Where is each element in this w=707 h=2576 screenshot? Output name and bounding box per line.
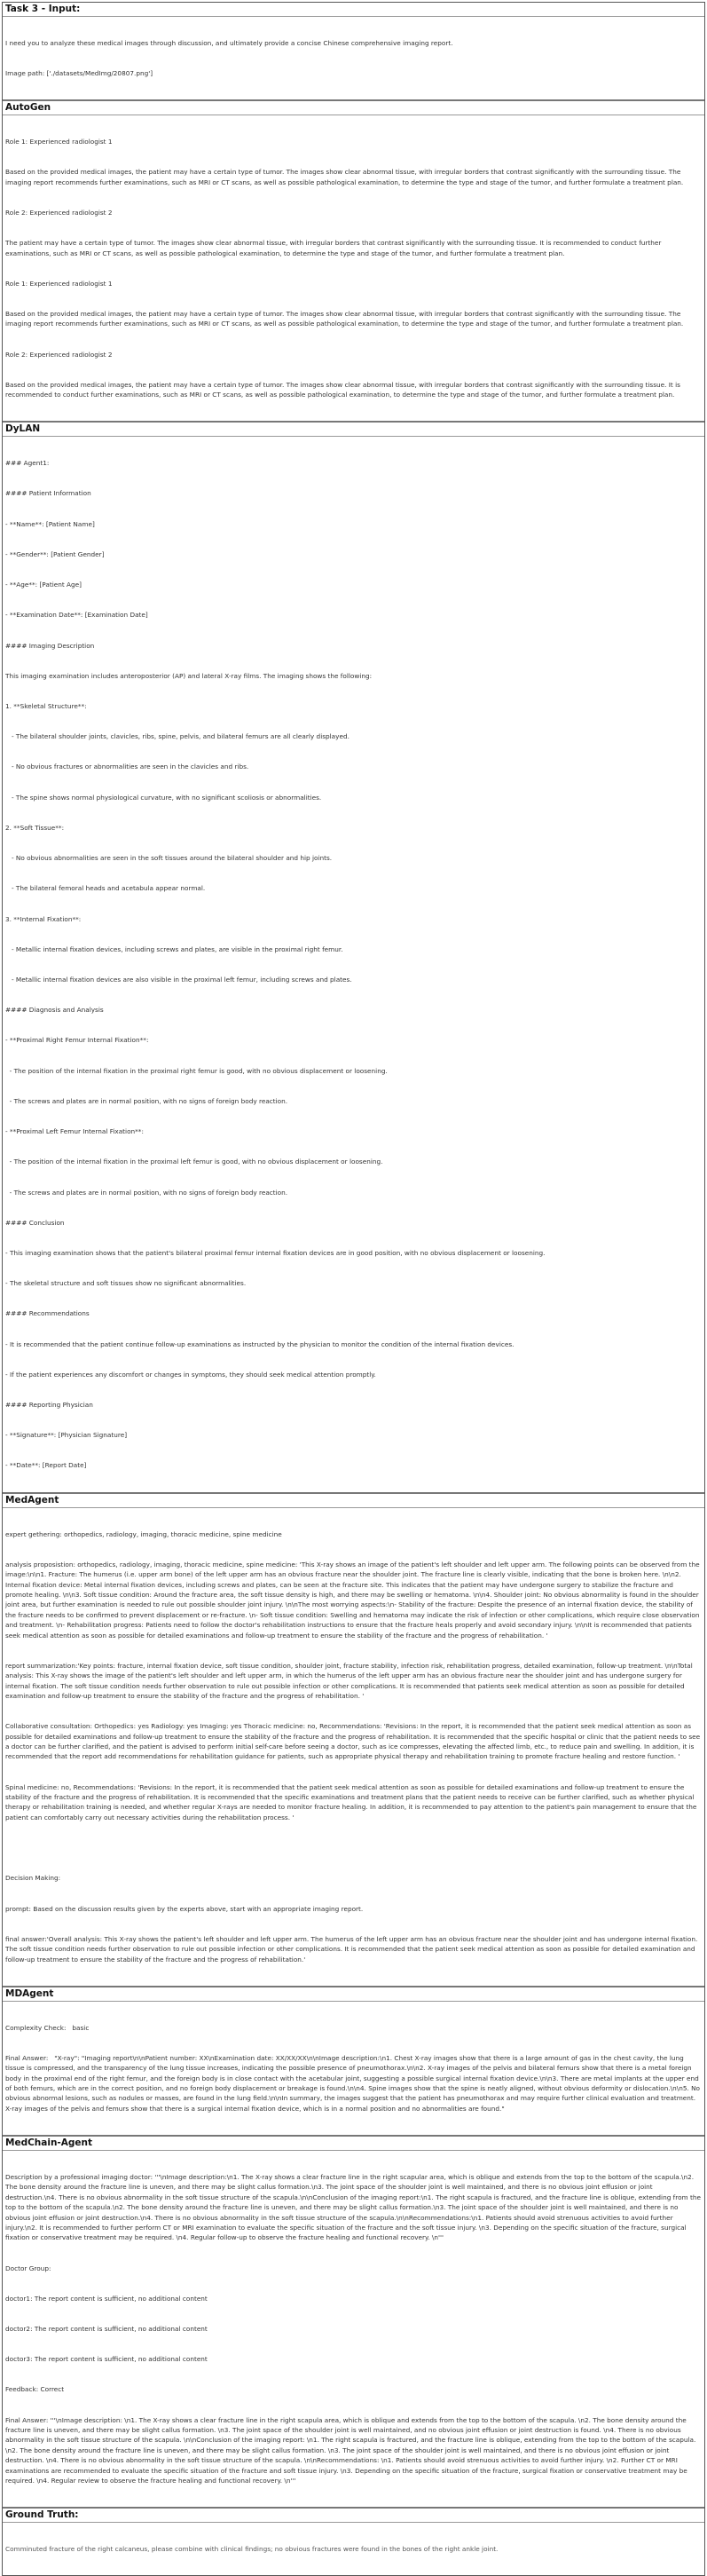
medagent-line: Spinal medicine: no, Recommendations: 'Revisions: In the report, it is recommended that the patient seek medical attention as soon as possible for detailed examinations and follow-up treatment to ensure the stability of the fracture and the progress of rehabilitation. It is recommended that the specific examinations and treatment plans that the patient needs to receive can be further clarified, such as whether physical therapy or rehabilitation training is needed, and whether regular X-rays are needed to monitor fracture healing. In addition, it is recommended to pay attention to the patient's pain management to ensure that the patient can comfortably carry out necessary activities during the rehabilitation process. ' bbox=[5, 1782, 699, 1821]
dylan-line: - No obvious fractures or abnormalities are seen in the clavicles and ribs. bbox=[5, 763, 249, 771]
task-title: Task 3 - Input: bbox=[3, 3, 704, 17]
dylan-line: - **Date**: [Report Date] bbox=[5, 1461, 87, 1470]
dylan-line: #### Recommendations bbox=[5, 1309, 90, 1318]
medchain-line: Doctor Group: bbox=[5, 2264, 51, 2272]
dylan-line: - The screws and plates are in normal position, with no signs of foreign body reaction. bbox=[5, 1188, 288, 1197]
autogen-line: Based on the provided medical images, the patient may have a certain type of tumor. The images show clear abnormal tissue, with irregular borders that contrast significantly with the surrounding tissue. The imaging report recommends further examinations, such as MRI or CT scans, as well as possible pathological examination, to determine the type and stage of the tumor, and further formulate a treatment plan. bbox=[5, 309, 684, 328]
autogen-line: Based on the provided medical images, the patient may have a certain type of tumor. The images show clear abnormal tissue, with irregular borders that contrast significantly with the surrounding tissue. It is recommended to conduct further examinations, such as MRI or CT scans, as well as possible pathological examination, to determine the type and stage of the tumor, and further formulate a treatment plan. bbox=[5, 380, 683, 399]
dylan-line: - The bilateral shoulder joints, clavicles, ribs, spine, pelvis, and bilateral femurs are all clearly displayed. bbox=[5, 732, 350, 741]
dylan-line: - The screws and plates are in normal position, with no signs of foreign body reaction. bbox=[5, 1096, 288, 1105]
medagent-title: MedAgent bbox=[3, 1494, 704, 1508]
task-line: Image path: ['./datasets/MedImg/20807.png'] bbox=[5, 69, 153, 78]
medchain-line: Final Answer: '''\nImage description: \n1. The X-ray shows a clear fracture line in the right scapula area, which is oblique and extends from the top to the bottom of the scapula. \n2. The bone density around the fracture line is uneven, and there may be slight callus formation. \n3. The joint space of the shoulder joint is well maintained, and no obvious joint effusion or joint destruction is found. \n4. There is no obvious abnormality in the soft tissue structure of the scapula. \n\nConclusion of the imaging report: \n1. The right scapula is fractured, and the fracture line is oblique, extending from the top to the bottom of the scapula. \n2. The bone density around the fracture line is uneven, and there may be slight callus formation. \n3. The joint space of the shoulder joint is well maintained, and there is no obvious joint effusion or joint destruction. \n4. There is no obvious abnormality in the soft tissue structure of the scapula. \n\nRecommendations: \n1. Patients should avoid strenuous activities to avoid further injury. \n2. Further CT or MRI examinations are recommended to evaluate the specific situation of the fracture and soft tissue injury. \n3. Depending on the specific situation of the fracture, surgical fixation or conservative treatment may be required. \n4. Regular review to observe the fracture healing and functional recovery. \n''' bbox=[5, 2415, 698, 2485]
dylan-line: 1. **Skeletal Structure**: bbox=[5, 702, 87, 710]
dylan-line: 3. **Internal Fixation**: bbox=[5, 914, 82, 923]
medagent-line: final answer:'Overall analysis: This X-ray shows the patient's left shoulder and left upper arm. The humerus of the left upper arm has an obvious fracture near the shoulder joint and has undergone internal fixation. The soft tissue condition needs further observation to rule out possible infection or other complications. It is recommended that the patient seek medical attention as soon as possible for detailed examination and follow-up treatment to ensure the stability of the fracture and the progress of rehabilitation.' bbox=[5, 1934, 700, 1964]
dylan-line: - If the patient experiences any discomfort or changes in symptoms, they should seek medical attention promptly. bbox=[5, 1370, 376, 1379]
dylan-line: - **Examination Date**: [Examination Date] bbox=[5, 611, 148, 620]
medagent-line: expert gethering: orthopedics, radiology, imaging, thoracic medicine, spine medicine bbox=[5, 1529, 282, 1538]
autogen-line: Role 1: Experienced radiologist 1 bbox=[5, 138, 113, 146]
dylan-line: #### Imaging Description bbox=[5, 641, 95, 650]
autogen-line: Role 2: Experienced radiologist 2 bbox=[5, 208, 113, 217]
medchain-line: Feedback: Correct bbox=[5, 2385, 65, 2394]
dylan-line: #### Conclusion bbox=[5, 1218, 65, 1227]
dylan-line: #### Reporting Physician bbox=[5, 1401, 93, 1410]
mdagent-line: Complexity Check: basic bbox=[5, 2023, 90, 2032]
autogen-title: AutoGen bbox=[3, 101, 704, 115]
medchain-line: doctor1: The report content is sufficient, no additional content bbox=[5, 2294, 208, 2303]
medchain-line: doctor2: The report content is sufficient, no additional content bbox=[5, 2324, 208, 2333]
dylan-line: - The position of the internal fixation in the proximal right femur is good, with no obvious displacement or loosening. bbox=[5, 1066, 388, 1075]
ground-truth-line: Comminuted fracture of the right calcaneus, please combine with clinical findings; no obvious fractures were found in the bones of the right ankle joint. bbox=[5, 2545, 499, 2554]
dylan-line: - **Gender**: [Patient Gender] bbox=[5, 549, 105, 558]
dylan-line: - Metallic internal fixation devices are also visible in the proximal left femur, including screws and plates. bbox=[5, 975, 352, 984]
dylan-line: - **Name**: [Patient Name] bbox=[5, 519, 95, 528]
medagent-line: Decision Making: bbox=[5, 1874, 61, 1883]
dylan-line: - **Age**: [Patient Age] bbox=[5, 581, 82, 589]
autogen-body bbox=[3, 115, 704, 421]
mdagent-body bbox=[3, 2002, 704, 2135]
mdagent-line: Final Answer: "X-ray": "Imaging report\n\nPatient number: XX\nExamination date: XX/XX/XX\n\nImage description:\n1. Chest X-ray images show that there is a large amount of gas in the chest cavity, the lung tissue is compressed, and the transparency of the lung tissue increases, indicating the possible presence of pneumothorax.\n\n2. X-ray images of the pelvis and bilateral femurs show that there is a metal foreign body in the proximal end of the right femur, and the foreign body is in close contact with the acetabular joint, suggesting a possible surgical internal fixation device.\n\n3. There are metal implants at the upper end of both femurs, which are in the correct position, and no foreign body displacement or breakage is found.\n\n4. Spine images show that the spine is neatly aligned, without obvious deformity or dislocation.\n\n5. No obvious abnormal lesions, such as nodules or masses, are found in the lung field.\n\nIn summary, the images suggest that the patient has pneumothorax and may require further clinical evaluation and treatment. X-ray images of the pelvis and femurs show that there is a surgical internal fixation device, which is in a normal position and no abnormalities are found." bbox=[5, 2053, 703, 2113]
dylan-line: - Metallic internal fixation devices, including screws and plates, are visible in the proximal right femur. bbox=[5, 944, 343, 953]
dylan-section bbox=[3, 421, 704, 1491]
dylan-title: DyLAN bbox=[3, 423, 704, 437]
medagent-line: report summarization:'Key points: fracture, internal fixation device, soft tissue condition, shoulder joint, fracture stability, infection risk, rehabilitation progress, detailed examination, follow-up treatment. \n\nTotal analysis: This X-ray shows the image of the patient's left shoulder and left upper arm, in which the humerus of the left upper arm has an obvious fracture near the shoulder joint and has undergone surgery for internal fixation. The soft tissue condition needs further observation to rule out possible infection or other complications. It is recommended that patients seek medical attention as soon as possible for detailed examination and follow-up treatment to ensure the stability of the fracture and the progress of rehabilitation. ' bbox=[5, 1661, 695, 1700]
dylan-line: - The bilateral femoral heads and acetabula appear normal. bbox=[5, 884, 206, 893]
task-body bbox=[3, 17, 704, 99]
dylan-line: - The position of the internal fixation in the proximal left femur is good, with no obvious displacement or loosening. bbox=[5, 1158, 383, 1166]
comparison-document bbox=[2, 2, 705, 2576]
medchain-line: Description by a professional imaging doctor: '''\nImage description:\n1. The X-ray shows a clear fracture line in the right scapular area, which is oblique and extends from the top to the bottom of the scapula.\n2. The bone density around the fracture line is uneven, and there may be slight callus formation.\n3. The joint space of the shoulder joint is well maintained, and there is no obvious joint effusion or joint destruction.\n4. There is no obvious abnormality in the soft tissue structure of the scapula.\n\nConclusion of the imaging report:\n1. The right scapula is fractured, and the fracture line is oblique, extending from the top to the bottom of the scapula.\n2. The bone density around the fracture line is uneven, and there may be slight callus formation.\n3. The joint space of the shoulder joint is well maintained, and there is no obvious joint effusion or joint destruction.\n4. There is no obvious abnormality in the soft tissue structure of the scapula.\n\nRecommendations:\n1. Patients should avoid strenuous activities to avoid further injury.\n2. It is recommended to further perform CT or MRI examination to evaluate the specific situation of the fracture and the soft tissue injury. \n3. Depending on the specific situation of the fracture, surgical fixation or conservative treatment may be required. \n4. Regular follow-up to observe the fracture healing and functional recovery. \n''' bbox=[5, 2172, 703, 2242]
dylan-line: - This imaging examination shows that the patient's bilateral proximal femur internal fixation devices are in good position, with no obvious displacement or loosening. bbox=[5, 1248, 546, 1257]
dylan-line: - **Proximal Left Femur Internal Fixation**: bbox=[5, 1127, 144, 1136]
dylan-line: - The skeletal structure and soft tissues show no significant abnormalities. bbox=[5, 1279, 247, 1288]
dylan-line: ### Agent1: bbox=[5, 459, 50, 468]
dylan-line: - The spine shows normal physiological curvature, with no significant scoliosis or abnormalities. bbox=[5, 793, 322, 802]
dylan-line: - **Proximal Right Femur Internal Fixation**: bbox=[5, 1036, 149, 1045]
medagent-line: prompt: Based on the discussion results given by the experts above, start with an appropriate imaging report. bbox=[5, 1904, 364, 1913]
medchain-title: MedChain-Agent bbox=[3, 2137, 704, 2151]
dylan-line: #### Diagnosis and Analysis bbox=[5, 1006, 104, 1015]
dylan-line: - It is recommended that the patient continue follow-up examinations as instructed by the physician to monitor the condition of the internal fixation devices. bbox=[5, 1339, 515, 1348]
dylan-line: - **Signature**: [Physician Signature] bbox=[5, 1431, 128, 1440]
dylan-body bbox=[3, 437, 704, 1491]
mdagent-title: MDAgent bbox=[3, 1987, 704, 2002]
autogen-line: Based on the provided medical images, the patient may have a certain type of tumor. The images show clear abnormal tissue, with irregular borders that contrast significantly with the surrounding tissue. The imaging report recommends further examinations, such as MRI or CT scans, as well as possible pathological examination, to determine the type and stage of the tumor, and further formulate a treatment plan. bbox=[5, 168, 684, 186]
dylan-line: - No obvious abnormalities are seen in the soft tissues around the bilateral shoulder and hip joints. bbox=[5, 854, 333, 863]
medagent-line: Collaborative consultation: Orthopedics: yes Radiology: yes Imaging: yes Thoracic medicine: no, Recommendations: 'Revisions: In the report, it is recommended that the patient seek medical attention as soon as possible for detailed examinations and follow-up treatment to ensure the stability of the fracture and the progress of rehabilitation. It is recommended that the specific hospital or clinic that the patient needs to see a doctor can be further clarified, and the patient is advised to perform initial self-care before seeing a doctor, such as ice compresses, elevating the affected limb, etc., to reduce pain and swelling. In addition, it is recommended that the report add recommendations for rehabilitation guidance for patients, such as appropriate physical therapy and rehabilitation training to promote fracture healing and restore function. ' bbox=[5, 1722, 703, 1761]
medagent-section bbox=[3, 1492, 704, 1986]
dylan-line: This imaging examination includes anteroposterior (AP) and lateral X-ray films. The imaging shows the following: bbox=[5, 671, 373, 680]
dylan-line: #### Patient Information bbox=[5, 489, 91, 498]
task-line: I need you to analyze these medical images through discussion, and ultimately provide a concise Chinese comprehensive imaging report. bbox=[5, 38, 453, 47]
medagent-line bbox=[5, 1843, 702, 1853]
medagent-line: analysis proposistion: orthopedics, radiology, imaging, thoracic medicine, spine medicine: 'This X-ray shows an image of the patient's left shoulder and left upper arm. The following points can be observed from the image:\n\n1. Fracture: The humerus (i.e. upper arm bone) of the left upper arm has an obvious fracture near the shoulder joint. The fracture line is clearly visible, indicating that the bone is broken here. \n\n2. Internal fixation device: Metal internal fixation devices, including screws and plates, can be seen at the fracture site. This indicates that the patient may have undergone surgery to stabilize the fracture and promote healing. \n\n3. Soft tissue condition: Around the fracture area, the soft tissue density is high, and there may be swelling or hematoma. \n\n4. Shoulder joint: No obvious abnormality is found in the shoulder joint area, but further examination is needed to rule out possible shoulder joint injury. \n\nThe most worrying aspects:\n- Stability of the fracture: Despite the presence of an internal fixation device, the stability of the fracture needs to be confirmed to prevent displacement or re-fracture. \n- Soft tissue condition: Swelling and hematoma may indicate the risk of infection or other complications, which require close observation and treatment. \n- Rehabilitation progress: Patients need to follow the doctor's rehabilitation instructions to ensure that the fracture heals properly and avoid secondary injury. \n\nIt is recommended that patients seek medical attention as soon as possible for detailed examinations and follow-up treatment to ensure the stability of the fracture and the progress of rehabilitation. ' bbox=[5, 1560, 702, 1640]
medchain-line: doctor3: The report content is sufficient, no additional content bbox=[5, 2355, 208, 2364]
medchain-section bbox=[3, 2135, 704, 2507]
autogen-line: Role 2: Experienced radiologist 2 bbox=[5, 350, 113, 359]
autogen-line: Role 1: Experienced radiologist 1 bbox=[5, 279, 113, 288]
ground-truth-body bbox=[3, 2523, 704, 2575]
autogen-section bbox=[3, 99, 704, 421]
ground-truth-section bbox=[3, 2507, 704, 2575]
mdagent-section bbox=[3, 1986, 704, 2135]
ground-truth-title: Ground Truth: bbox=[3, 2509, 704, 2523]
autogen-line: The patient may have a certain type of tumor. The images show clear abnormal tissue, with irregular borders that contrast significantly with the surrounding tissue. It is recommended to conduct further examinations, such as MRI or CT scans, as well as possible pathological examination, to determine the type and stage of the tumor, and further formulate a treatment plan. bbox=[5, 239, 664, 257]
task-section bbox=[3, 3, 704, 99]
dylan-line: 2. **Soft Tissue**: bbox=[5, 823, 65, 832]
medchain-body bbox=[3, 2151, 704, 2507]
medagent-body bbox=[3, 1508, 704, 1986]
